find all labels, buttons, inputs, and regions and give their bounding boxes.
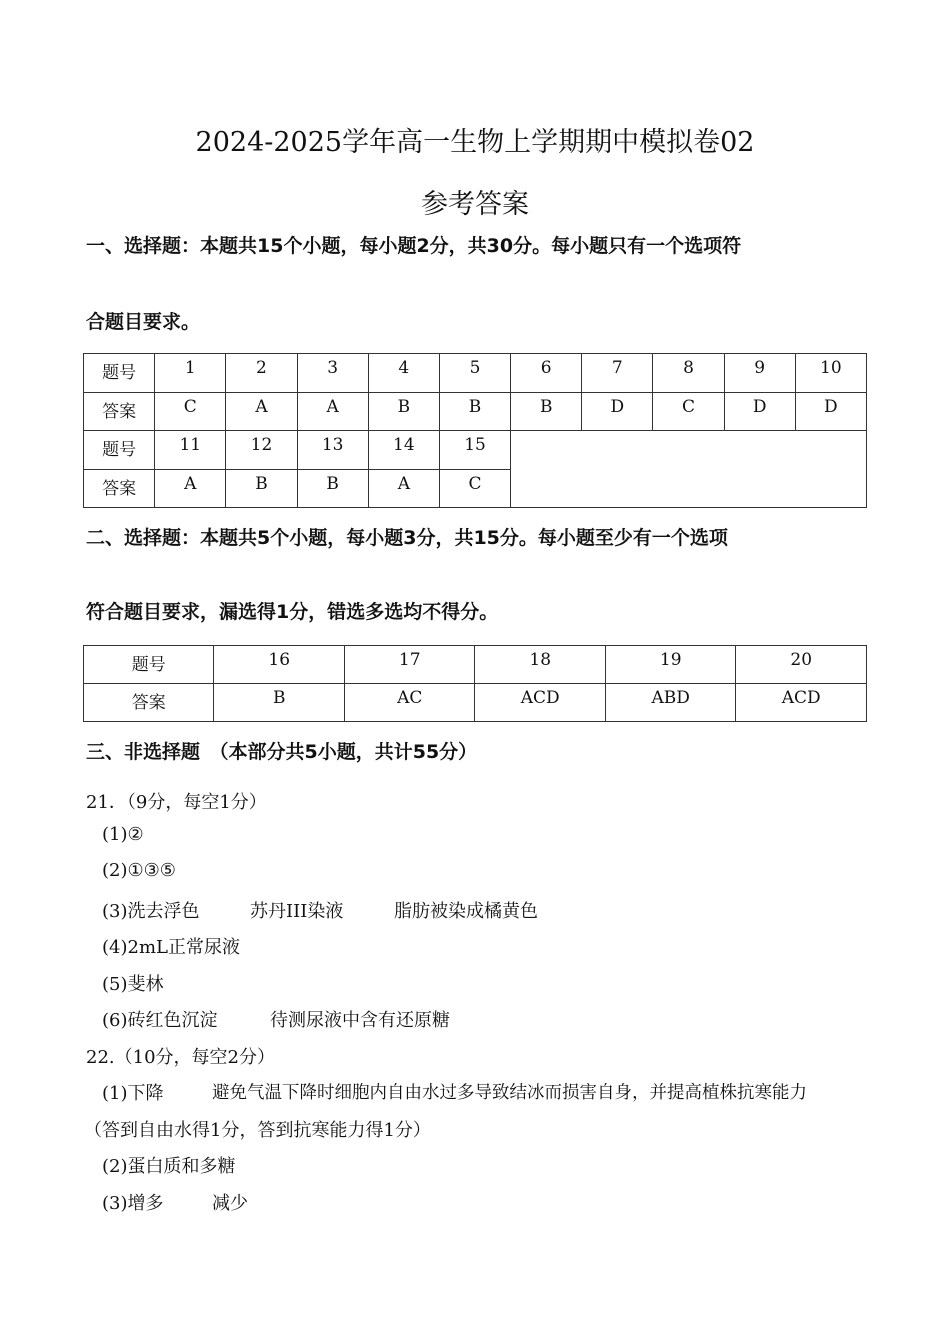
table-cell: 题号 [84, 646, 214, 684]
table-cell: ABD [605, 684, 736, 722]
table-cell: A [226, 392, 297, 431]
section1-heading-cont: 合题目要求。 [86, 311, 201, 333]
table-cell: 18 [475, 646, 606, 684]
q21-answer-1: (1)② [102, 824, 144, 845]
table-cell: 1 [155, 354, 226, 393]
q21-answer-5: (5)斐林 [102, 974, 164, 995]
table-cell: 答案 [84, 392, 155, 431]
q21-answer-3a: (3)洗去浮色 [102, 901, 200, 922]
table-cell: AC [344, 684, 474, 722]
table-cell: ACD [736, 684, 867, 722]
table-cell: 16 [214, 646, 344, 684]
empty-cell [511, 431, 867, 508]
table-cell: 2 [226, 354, 297, 393]
q22-answer-2: (2)蛋白质和多糖 [102, 1156, 236, 1177]
q22-answer-3a: (3)增多 [102, 1193, 164, 1214]
q21-answer-2: (2)①③⑤ [102, 860, 176, 881]
table-cell: A [368, 469, 439, 508]
q22-answer-1b: 避免气温下降时细胞内自由水过多导致结冰而损害自身，并提高植株抗寒能力 [212, 1083, 807, 1103]
table-row [84, 684, 867, 722]
table-row [84, 431, 867, 470]
table-cell: C [439, 469, 510, 508]
table-cell: 3 [297, 354, 368, 393]
table-cell: B [214, 684, 344, 722]
table-cell: 6 [511, 354, 582, 393]
table-cell: B [511, 392, 582, 431]
q21-answer-6b: 待测尿液中含有还原糖 [270, 1010, 450, 1031]
table-cell: C [155, 392, 226, 431]
table-cell: 11 [155, 431, 226, 470]
table-cell: B [297, 469, 368, 508]
table-cell: D [582, 392, 653, 431]
q22-answer-1a: (1)下降 [102, 1083, 164, 1104]
q22-answer-1-note: （答到自由水得1分，答到抗寒能力得1分） [84, 1120, 431, 1141]
table-cell: 4 [368, 354, 439, 393]
table-cell: 19 [605, 646, 736, 684]
section1-heading: 一、选择题：本题共15个小题，每小题2分，共30分。每小题只有一个选项符 [86, 235, 742, 257]
q22-answer-3b: 减少 [212, 1193, 248, 1214]
table-cell: 13 [297, 431, 368, 470]
q21-answer-3c: 脂肪被染成橘黄色 [394, 901, 538, 922]
table-cell: A [155, 469, 226, 508]
answer-table-2 [83, 645, 867, 722]
table-cell: 15 [439, 431, 510, 470]
table-cell: 7 [582, 354, 653, 393]
table-cell: C [653, 392, 724, 431]
table-cell: 17 [344, 646, 474, 684]
table-cell: B [439, 392, 510, 431]
page-title: 2024-2025学年高一生物上学期期中模拟卷02 [195, 127, 755, 158]
table-cell: 9 [724, 354, 795, 393]
table-cell: D [724, 392, 795, 431]
section2-heading: 二、选择题：本题共5个小题，每小题3分，共15分。每小题至少有一个选项 [86, 527, 728, 549]
page-subtitle: 参考答案 [421, 189, 529, 220]
q21-header: 21．（9分，每空1分） [86, 792, 267, 813]
section3-heading: 三、非选择题 （本部分共5小题，共计55分） [86, 741, 478, 763]
table-cell: B [226, 469, 297, 508]
table-cell: 10 [795, 354, 866, 393]
q22-header: 22.（10分，每空2分） [86, 1047, 275, 1068]
table-row [84, 392, 867, 431]
table-cell: 14 [368, 431, 439, 470]
table-cell: 题号 [84, 354, 155, 393]
table-cell: A [297, 392, 368, 431]
table-cell: 答案 [84, 684, 214, 722]
answer-table-1 [83, 353, 867, 508]
table-cell: 20 [736, 646, 867, 684]
table-cell: 8 [653, 354, 724, 393]
table-cell: D [795, 392, 866, 431]
table-cell: 答案 [84, 469, 155, 508]
section2-heading-cont: 符合题目要求，漏选得1分，错选多选均不得分。 [86, 601, 499, 623]
table-cell: B [368, 392, 439, 431]
table-cell: ACD [475, 684, 606, 722]
q21-answer-3b: 苏丹III染液 [250, 901, 344, 922]
table-row [84, 646, 867, 684]
q21-answer-4: (4)2mL正常尿液 [102, 937, 240, 958]
q21-answer-6a: (6)砖红色沉淀 [102, 1010, 218, 1031]
table-row [84, 354, 867, 393]
table-cell: 12 [226, 431, 297, 470]
table-cell: 5 [439, 354, 510, 393]
table-cell: 题号 [84, 431, 155, 470]
